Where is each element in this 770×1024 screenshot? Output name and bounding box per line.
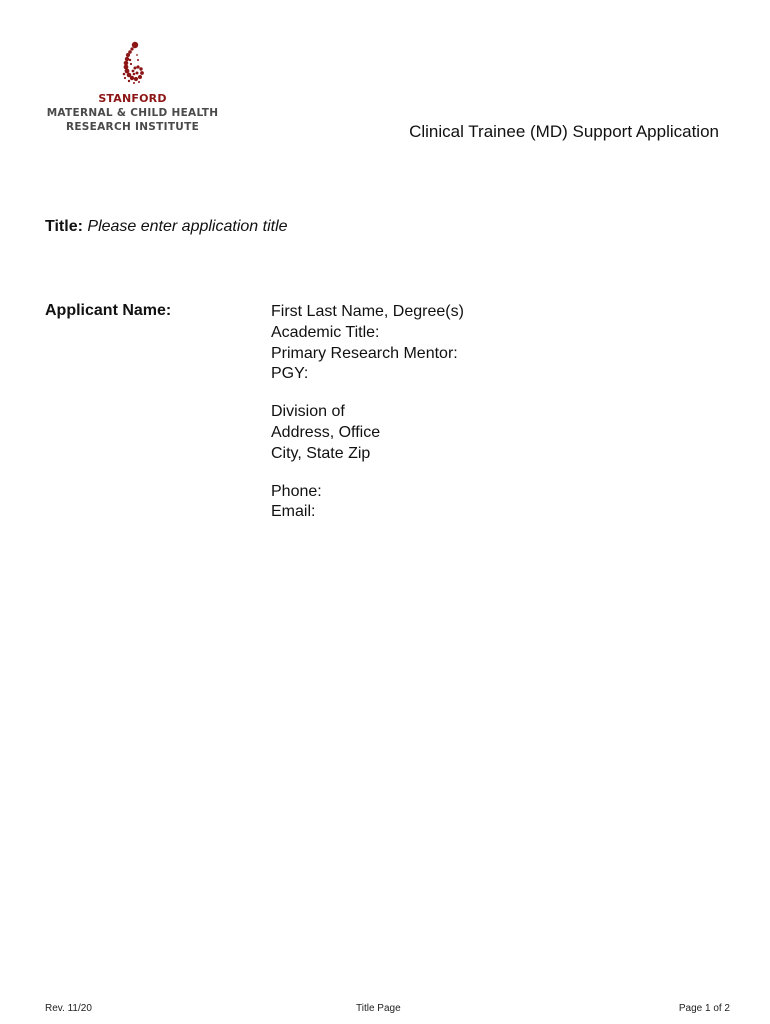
pgy: PGY:	[271, 365, 309, 383]
academic-title: Academic Title:	[271, 323, 380, 341]
logo-line-research-institute: RESEARCH INSTITUTE	[65, 121, 200, 133]
applicant-address-group	[271, 402, 464, 464]
title-field	[45, 218, 288, 236]
applicant-contact-group	[271, 482, 464, 524]
title-label: Title:	[45, 218, 83, 235]
institute-logo	[40, 40, 225, 134]
address-office: Address, Office	[271, 423, 381, 441]
footer-revision: Rev. 11/20	[45, 1003, 92, 1014]
division: Division of	[271, 403, 345, 421]
applicant-identity-group	[271, 302, 464, 385]
title-value: Please enter application title	[87, 218, 288, 235]
applicant-name-label: Applicant Name:	[45, 302, 172, 319]
city-state-zip: City, State Zip	[271, 444, 371, 462]
applicant-name-degrees: First Last Name, Degree(s)	[271, 303, 464, 320]
phone: Phone:	[271, 482, 322, 500]
applicant-info	[271, 302, 464, 540]
email: Email:	[271, 503, 316, 521]
footer-page-number: Page 1 of 2	[678, 1003, 730, 1014]
mother-child-icon	[118, 40, 148, 86]
primary-research-mentor: Primary Research Mentor:	[271, 344, 458, 362]
document-heading: Clinical Trainee (MD) Support Application	[409, 122, 719, 141]
logo-line-stanford: STANFORD	[98, 92, 167, 105]
logo-line-maternal-child-health: MATERNAL & CHILD HEALTH	[46, 107, 219, 119]
footer-section: Title Page	[356, 1003, 401, 1014]
